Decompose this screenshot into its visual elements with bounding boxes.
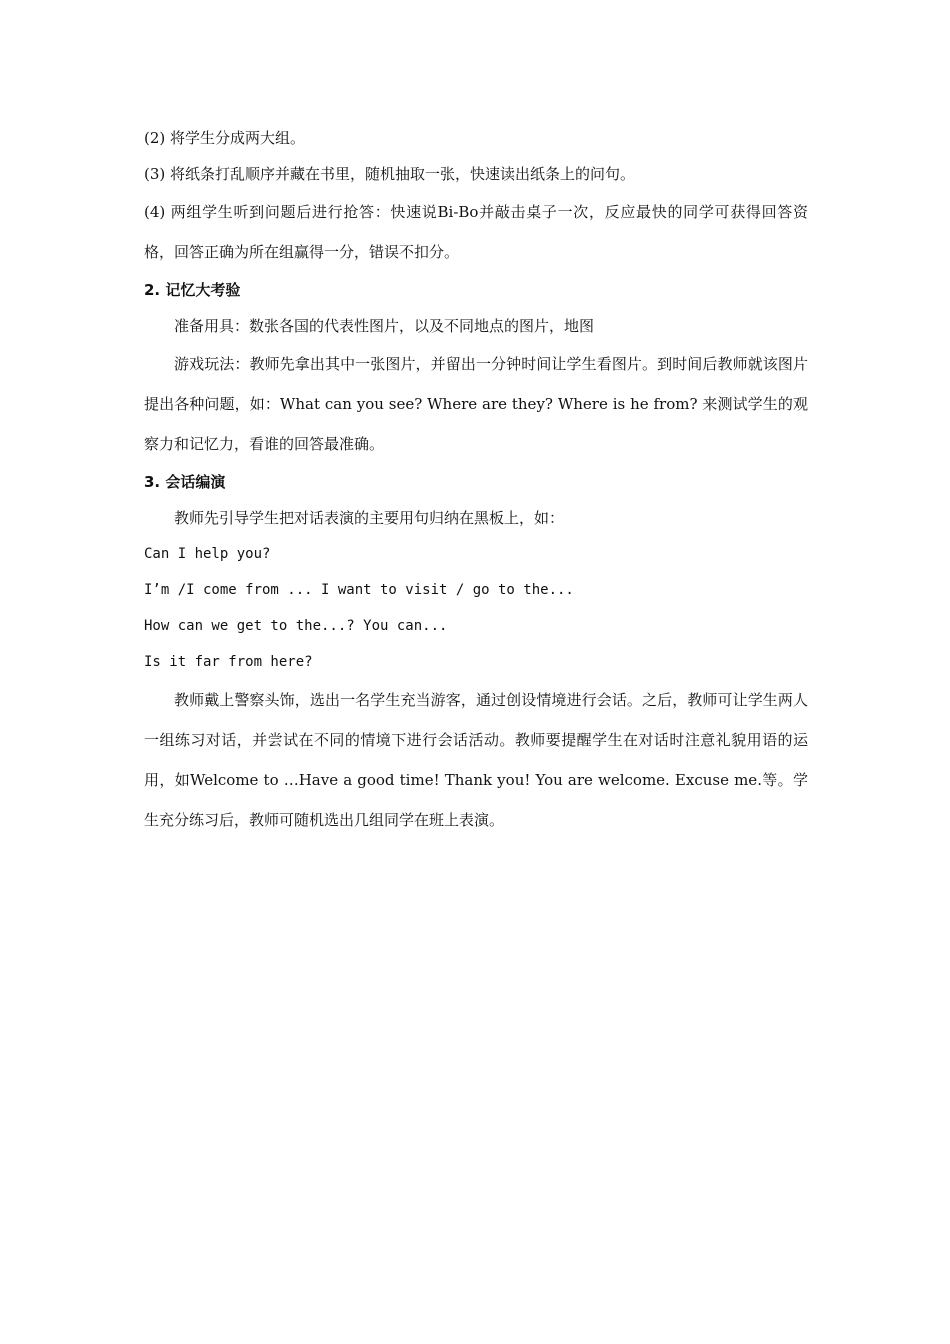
section-2-heading: 2. 记忆大考验	[144, 281, 241, 299]
step-3: (3) 将纸条打乱顺序并藏在书里，随机抽取一张，快速读出纸条上的问句。	[144, 165, 636, 183]
phrase-line: Is it far from here?	[144, 654, 313, 670]
section-3-heading: 3. 会话编演	[144, 473, 226, 491]
phrase-line: How can we get to the...? You can...	[144, 618, 448, 634]
section-3-intro: 教师先引导学生把对话表演的主要用句归纳在黑板上，如：	[174, 509, 565, 527]
section-2-materials: 准备用具：数张各国的代表性图片，以及不同地点的图片，地图	[174, 317, 595, 335]
section-2-gameplay: 游戏玩法：教师先拿出其中一张图片，并留出一分钟时间让学生看图片。到时间后教师就该图片提出各种问题，如：What can you see? Where are they? Where is he from? 来测试学生的观察力和记忆力，看谁的回答最准确。	[144, 355, 808, 453]
step-4: (4) 两组学生听到问题后进行抢答：快速说Bi-Bo并敲击桌子一次，反应最快的同学可获得回答资格，回答正确为所在组赢得一分，错误不扣分。	[144, 203, 808, 261]
document-body	[144, 120, 808, 840]
phrase-line: I’m /I come from ... I want to visit / go to the...	[144, 582, 574, 598]
step-2: (2) 将学生分成两大组。	[144, 129, 306, 147]
phrase-line: Can I help you?	[144, 546, 271, 562]
section-3-closing: 教师戴上警察头饰，选出一名学生充当游客，通过创设情境进行会话。之后，教师可让学生两人一组练习对话，并尝试在不同的情境下进行会话活动。教师要提醒学生在对话时注意礼貌用语的运用，如Welcome to …Have a good time! Thank you! You are welcome. Excuse me.等。学生充分练习后，教师可随机选出几组同学在班上表演。	[144, 691, 808, 829]
